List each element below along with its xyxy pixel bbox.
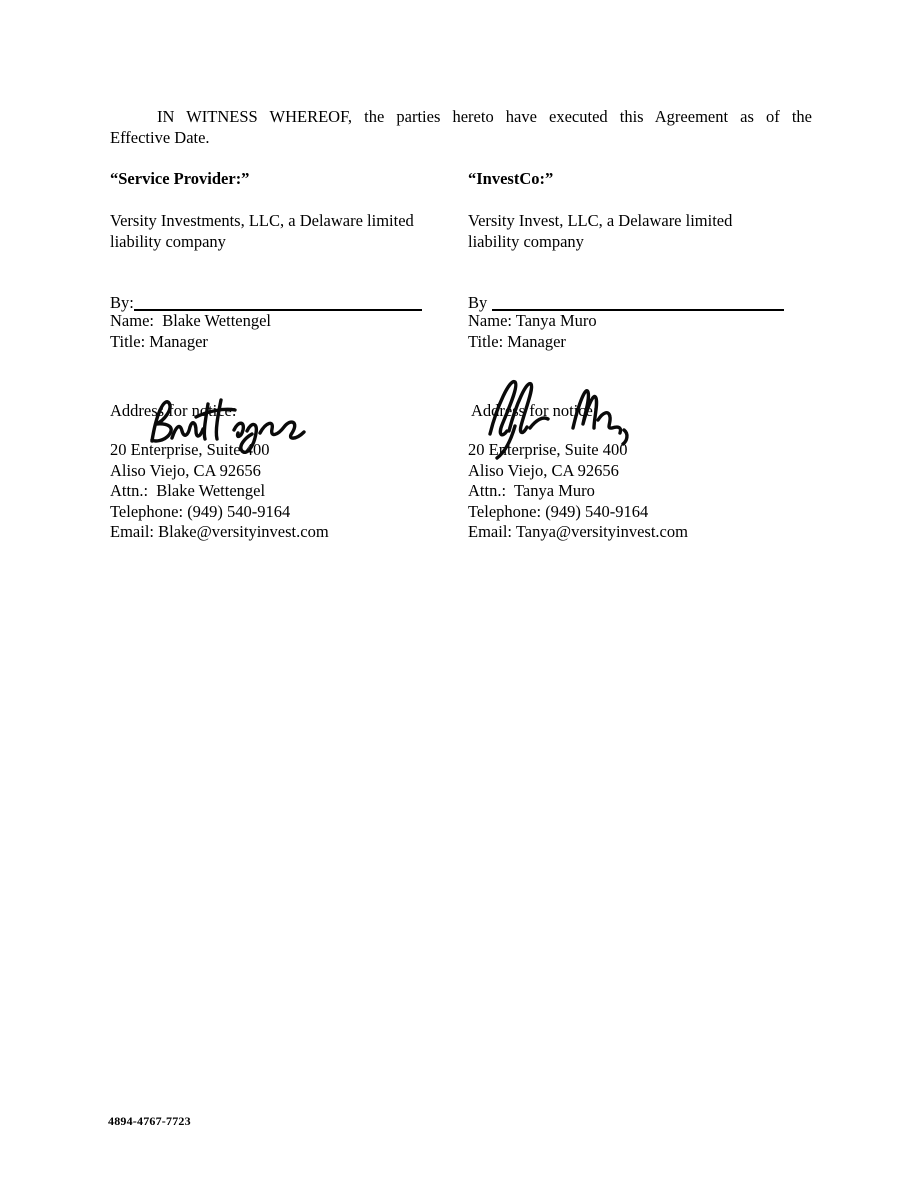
address-heading-service-provider: Address for notice: [110, 401, 237, 420]
entity-name-service-provider [110, 211, 450, 252]
name-line-investco: Name: Tanya Muro [468, 311, 597, 330]
witness-clause [110, 106, 812, 148]
signature-block-investco [468, 294, 790, 311]
address-line-city: Aliso Viejo, CA 92656 [110, 460, 261, 480]
address-line-attn: Attn.: Blake Wettengel [110, 481, 266, 500]
footer-document-number: 4894-4767-7723 [108, 1114, 191, 1128]
entity-line: liability company [468, 231, 584, 251]
signature-line [134, 293, 422, 311]
address-line-city: Aliso Viejo, CA 92656 [468, 460, 619, 480]
party-column-service-provider [110, 168, 450, 543]
address-line-email: Email: Blake@versityinvest.com [110, 522, 329, 541]
signature-line [492, 293, 784, 311]
address-line-telephone: Telephone: (949) 540-9164 [110, 501, 291, 521]
name-line-service-provider: Name: Blake Wettengel [110, 311, 272, 330]
party-heading-service-provider: “Service Provider:” [110, 169, 250, 188]
address-line-street: 20 Enterprise, Suite 400 [110, 440, 270, 459]
by-label: By: [110, 293, 134, 312]
address-heading-investco: Address for notice: [471, 401, 598, 420]
address-line-telephone: Telephone: (949) 540-9164 [468, 501, 649, 521]
party-heading-investco: “InvestCo:” [468, 169, 554, 188]
title-line-service-provider: Title: Manager [110, 331, 208, 351]
address-line-street: 20 Enterprise, Suite 400 [468, 440, 628, 459]
witness-clause-line-1: IN WITNESS WHEREOF, the parties hereto have executed this Agreement as of the [157, 107, 812, 126]
party-column-investco [468, 168, 790, 543]
address-block-service-provider [110, 440, 450, 543]
witness-clause-line-2: Effective Date. [110, 128, 210, 147]
address-block-investco [468, 440, 790, 543]
entity-line: liability company [110, 231, 226, 251]
by-label: By [468, 293, 488, 312]
entity-line: Versity Invest, LLC, a Delaware limited [468, 211, 733, 230]
signature-block-service-provider [110, 294, 450, 311]
address-line-attn: Attn.: Tanya Muro [468, 481, 595, 500]
title-line-investco: Title: Manager [468, 331, 566, 351]
address-line-email: Email: Tanya@versityinvest.com [468, 522, 688, 541]
entity-line: Versity Investments, LLC, a Delaware limited [110, 211, 414, 230]
entity-name-investco [468, 211, 790, 252]
